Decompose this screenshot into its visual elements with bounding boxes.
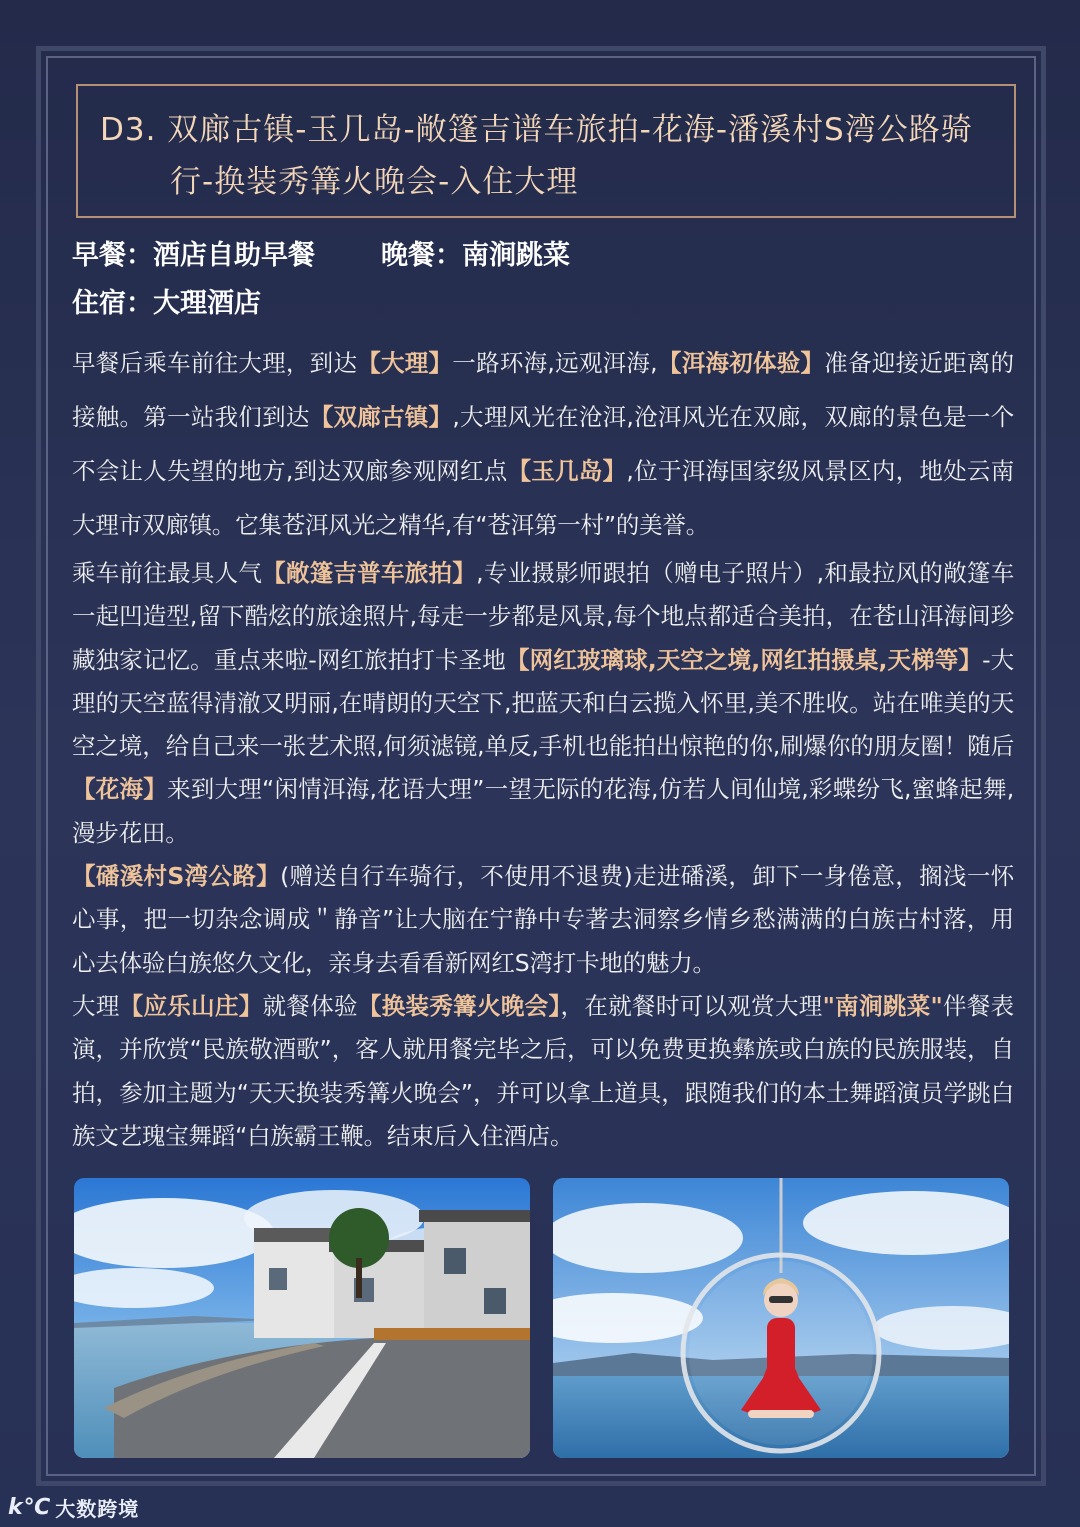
dinner-label: 晚餐：南涧跳菜 [381, 240, 570, 271]
highlight-text: "南涧跳菜" [822, 991, 943, 1020]
lodging-label: 住宿：大理酒店 [72, 288, 261, 319]
title-box [76, 84, 1016, 218]
body-text-segment: (赠送自行车骑行，不使用不退费)走进磻溪，卸下一身倦意，搁浅一怀心事，把一切杂念调成＂静音”让大脑在宁静中专著去洞察乡情乡愁满满的白族古村落，用心去体验白族悠久文化，亲身去看看新网红S湾打卡地的魅力。 [72, 862, 1014, 977]
body-text-segment: ,大理风光在沧洱,沧洱风光在双廊，双廊的景色是一个不会让人失望的地方,到达双廊参观网红点 [72, 403, 1014, 485]
body-text-segment: 一路环海,远观洱海, [452, 349, 658, 377]
body-text-segment: ,专业摄影师跟拍（赠电子照片）,和最拉风的敞篷车一起凹造型,留下酷炫的旅途照片,每走一步都是风景,每个地点都适合美拍，在苍山洱海间珍藏独家记忆。重点来啦-网红旅拍打卡圣地 [72, 559, 1014, 674]
watermark-text: 大数跨境 [55, 1497, 140, 1521]
body-text-segment: 伴餐表演，并欣赏“民族敬酒歌”，客人就用餐完毕之后，可以免费更换彝族或白族的民族服装，自拍，参加主题为“天天换装秀篝火晚会”，并可以拿上道具，跟随我们的本土舞蹈演员学跳白族文艺瑰宝舞蹈“白族霸王鞭。结束后入住酒店。 [72, 991, 1014, 1150]
meal-row [72, 232, 1012, 280]
highlight-text: 【大理】 [357, 349, 453, 377]
body-text-segment: 准备迎接近距离的接触。第一站我们到达 [72, 349, 1014, 431]
highlight-text: 【双廊古镇】 [309, 403, 453, 431]
body-text-segment: 就餐体验 [262, 991, 358, 1020]
body-text-segment: 大理 [72, 991, 120, 1020]
body-text-segment: -大理的天空蓝得清澈又明丽,在晴朗的天空下,把蓝天和白云揽入怀里,美不胜收。站在唯美的天空之境，给自己来一张艺术照,何须滤镜,单反,手机也能拍出惊艳的你,刷爆你的朋友圈！随后 [72, 645, 1014, 761]
watermark-logo-icon: k℃ [8, 1495, 52, 1520]
paragraph-1 [72, 336, 1014, 552]
highlight-text: 【应乐山庄】 [119, 991, 263, 1020]
watermark [8, 1493, 139, 1522]
breakfast-label: 早餐：酒店自助早餐 [72, 240, 315, 271]
highlight-text: 【磻溪村S湾公路】 [72, 862, 281, 891]
lodging-row [72, 280, 1012, 328]
highlight-text: 【换装秀篝火晚会】 [357, 991, 561, 1020]
highlight-text: 【洱海初体验】 [657, 349, 825, 377]
paragraph-2 [72, 552, 1014, 855]
paragraph-3 [72, 855, 1014, 985]
photo-glass-ball-portrait [553, 1178, 1009, 1458]
body-text-segment: 早餐后乘车前往大理，到达 [72, 349, 358, 377]
photo-lakeside-road [74, 1178, 530, 1458]
itinerary-text [72, 336, 1014, 1158]
paragraph-4 [72, 985, 1014, 1158]
highlight-text: 【网红玻璃球,天空之境,网红拍摄桌,天梯等】 [505, 645, 983, 674]
page-title: D3. 双廊古镇-玉几岛-敞篷吉谱车旅拍-花海-潘溪村S湾公路骑行-换装秀篝火晚会-入住大理 [100, 112, 973, 200]
body-text-segment: ,位于洱海国家级风景区内，地处云南大理市双廊镇。它集苍洱风光之精华,有“苍洱第一村”的美誉。 [72, 457, 1014, 539]
body-text-segment: ，在就餐时可以观赏大理 [560, 991, 823, 1020]
meals-info [72, 232, 1012, 328]
highlight-text: 【玉几岛】 [507, 457, 627, 485]
body-text-segment: 来到大理“闲情洱海,花语大理”一望无际的花海,仿若人间仙境,彩蝶纷飞,蜜蜂起舞,漫步花田。 [72, 775, 1015, 847]
highlight-text: 【花海】 [72, 775, 168, 804]
body-text-segment: 乘车前往最具人气 [72, 559, 263, 587]
highlight-text: 【敞篷吉普车旅拍】 [262, 559, 477, 587]
